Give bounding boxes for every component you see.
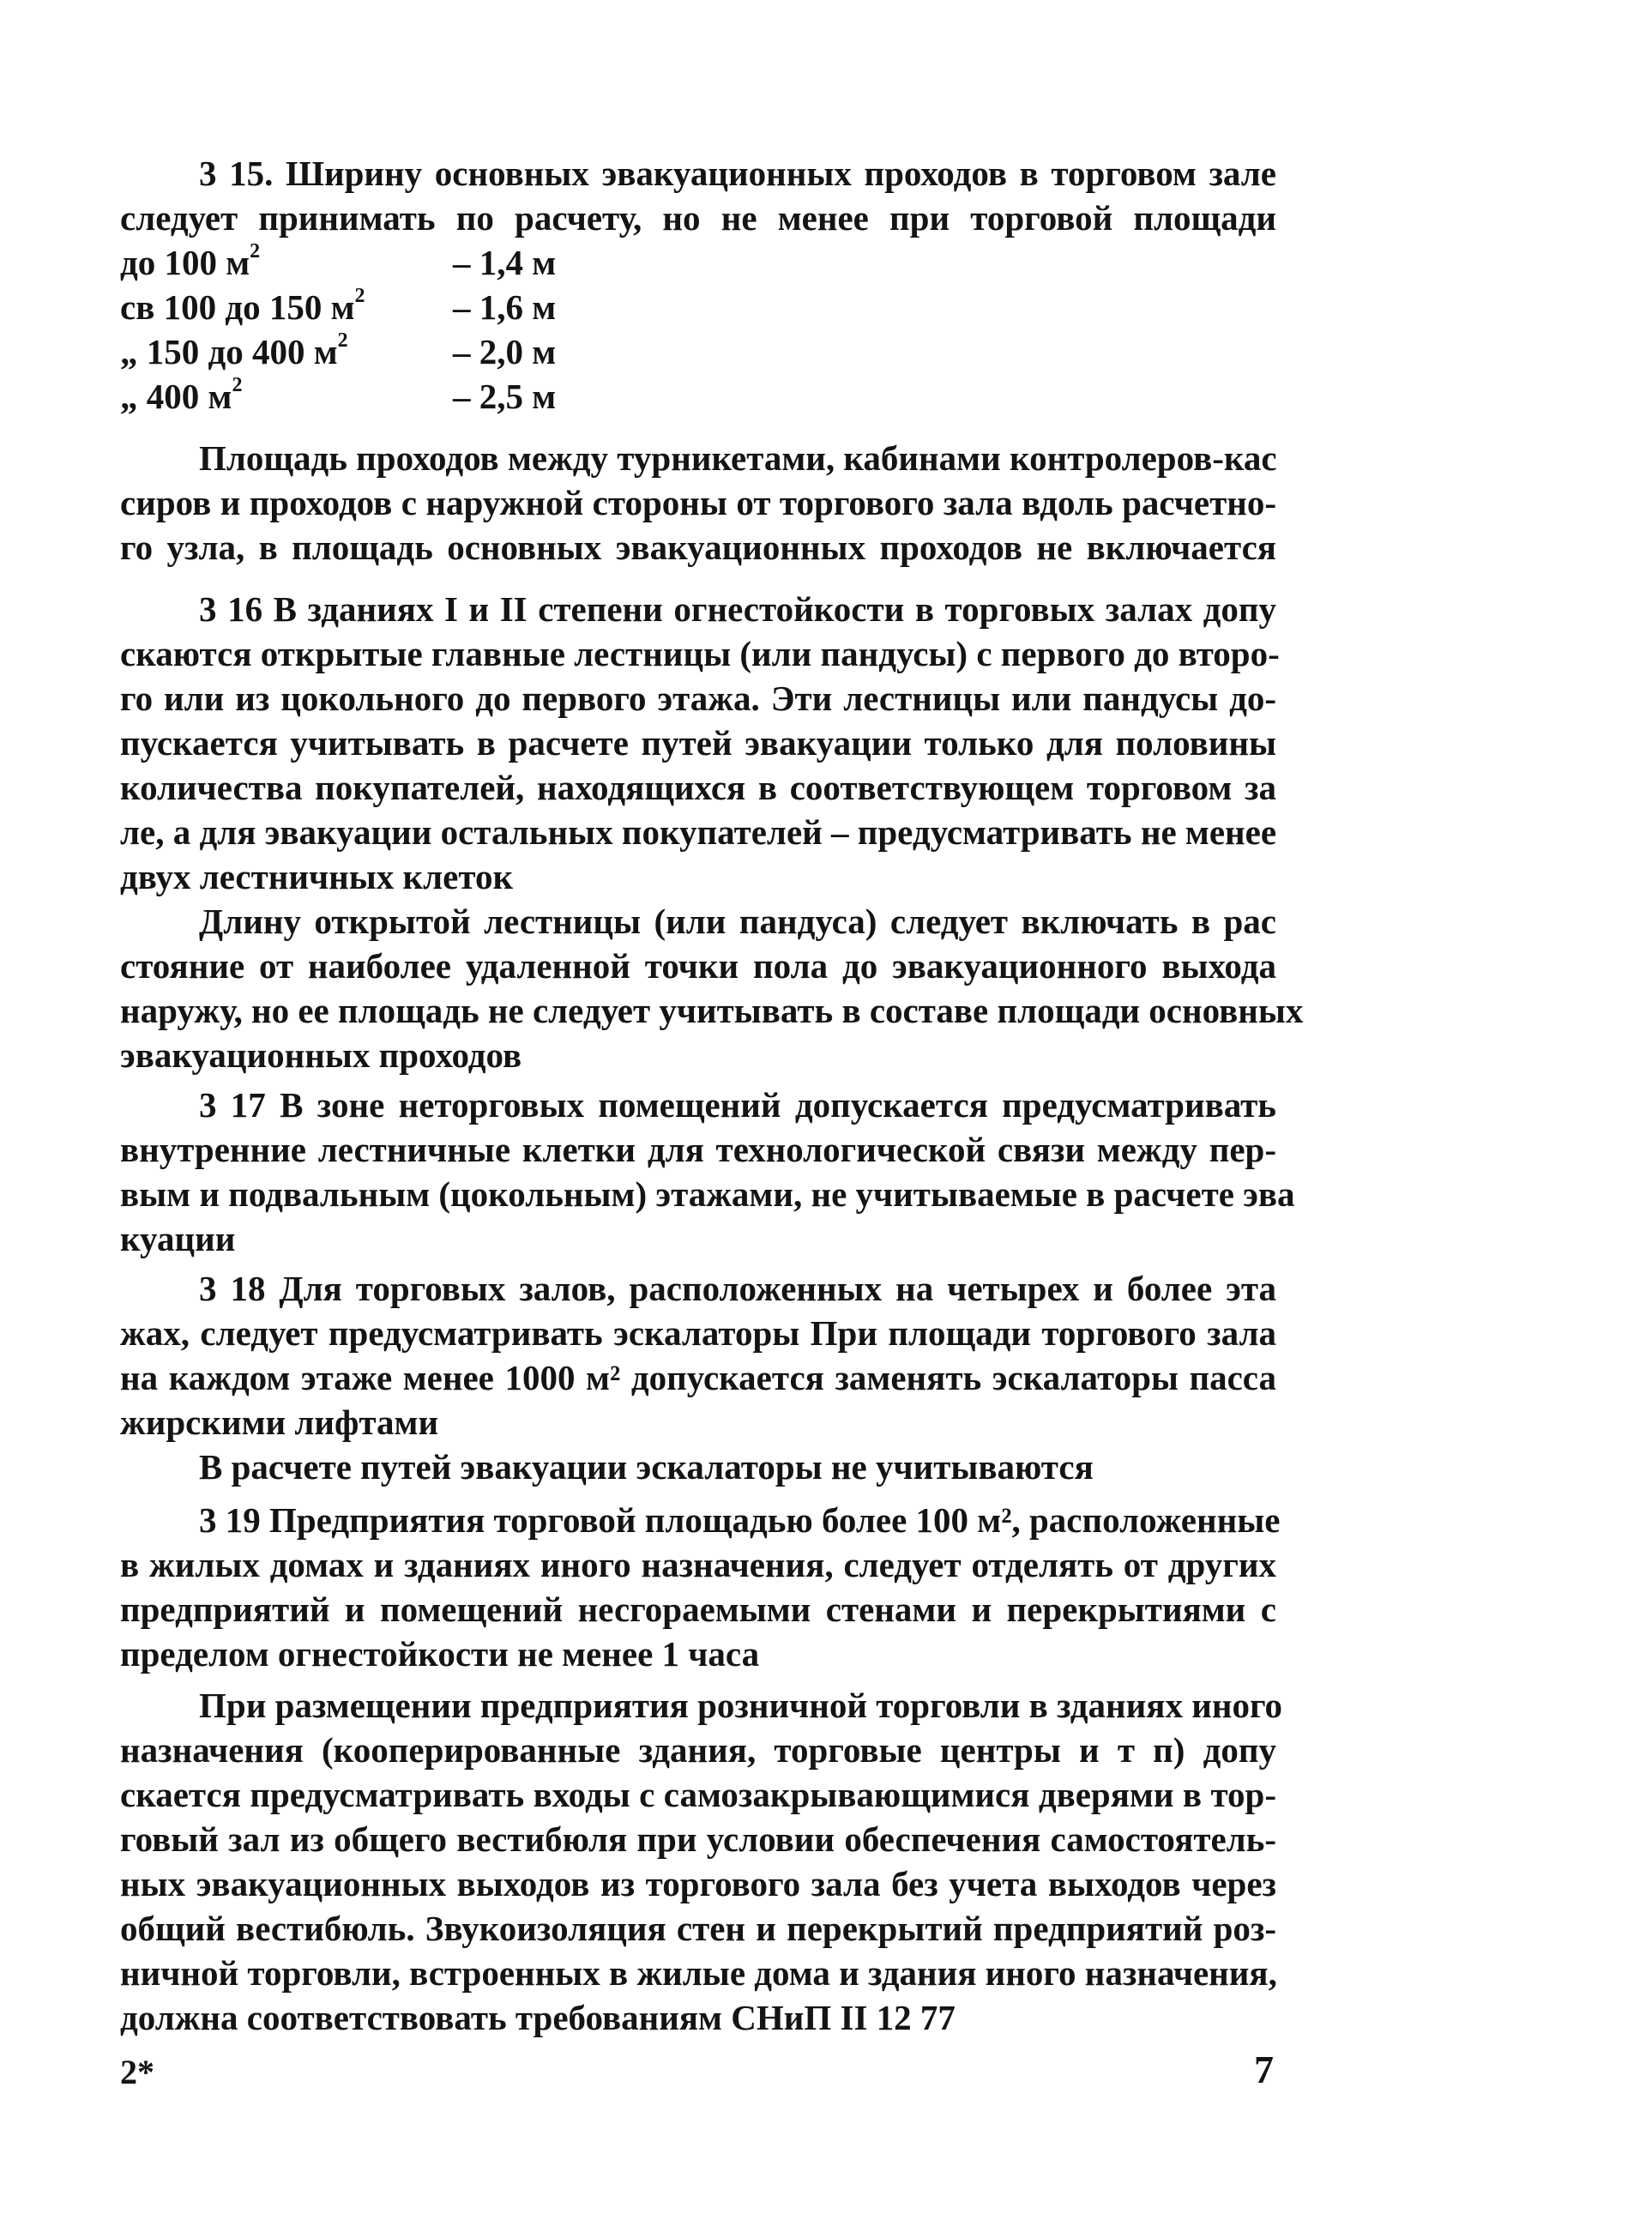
paragraph-3-19-line-2: в жилых домах и зданиях иного назначения, следует отделять от других xyxy=(120,1545,1276,1584)
paragraph-3-19-line-4: пределом огнестойкости не менее 1 часа xyxy=(120,1634,760,1674)
paragraph-passages-line-2: сиров и проходов с наружной стороны от торгового зала вдоль расчетно- xyxy=(120,483,1276,522)
paragraph-retail-line-4: говый зал из общего вестибюля при условии обеспечения самостоятель- xyxy=(120,1819,1276,1859)
paragraph-3-15-line-2: следует принимать по расчету, но не менее при торговой площади xyxy=(120,198,1276,238)
area-range: св 100 до 150 $м^2$ xyxy=(120,285,365,327)
paragraph-3-19-line-1: 3 19 Предприятия торговой площадью более 100 м², расположенные xyxy=(199,1500,1281,1540)
paragraph-retail-line-7: ничной торговли, встроенных в жилые дома и здания иного назначения, xyxy=(120,1953,1277,1993)
paragraph-3-16-line-6: ле, а для эвакуации остальных покупателей – предусматривать не менее xyxy=(120,812,1277,852)
paragraph-3-18-line-4: жирскими лифтами xyxy=(120,1403,439,1442)
paragraph-3-17-line-2: внутренние лестничные клетки для технологической связи между пер- xyxy=(120,1130,1276,1169)
paragraph-3-18-line-1: 3 18 Для торговых залов, расположенных на четырех и более эта xyxy=(199,1269,1276,1308)
paragraph-stair-length-line-1: Длину открытой лестницы (или пандуса) следует включать в рас xyxy=(199,902,1276,941)
paragraph-stair-length-line-4: эвакуационных проходов xyxy=(120,1035,522,1075)
paragraph-retail-line-6: общий вестибюль. Звукоизоляция стен и перекрытий предприятий роз- xyxy=(120,1909,1276,1948)
area-range: „ 400 $м^2$ xyxy=(120,374,243,416)
paragraph-3-16-line-3: го или из цокольного до первого этажа. Эти лестницы или пандусы до- xyxy=(120,679,1276,718)
paragraph-passages-line-3: го узла, в площадь основных эвакуационных проходов не включается xyxy=(120,528,1276,567)
paragraph-3-18-line-2: жах, следует предусматривать эскалаторы При площади торгового зала xyxy=(120,1313,1276,1353)
area-range: „ 150 до 400 $м^2$ xyxy=(120,329,348,371)
paragraph-retail-line-2: назначения (кооперированные здания, торговые центры и т п) допу xyxy=(120,1730,1276,1770)
width-value: – 2,5 м xyxy=(453,377,557,416)
paragraph-escalators-note: В расчете путей эвакуации эскалаторы не учитываются xyxy=(199,1447,1094,1487)
paragraph-3-16-line-1: 3 16 В зданиях I и II степени огнестойкости в торговых залах допу xyxy=(199,589,1276,629)
paragraph-3-17-line-1: 3 17 В зоне неторговых помещений допускается предусматривать xyxy=(199,1085,1276,1125)
width-value: – 1,4 м xyxy=(453,243,557,282)
paragraph-retail-line-1: При размещении предприятия розничной торговли в зданиях иного xyxy=(199,1686,1283,1725)
width-value: – 1,6 м xyxy=(453,287,557,327)
paragraph-3-15-line-1: 3 15. Ширину основных эвакуационных проходов в торговом зале xyxy=(199,154,1276,193)
paragraph-3-19-line-3: предприятий и помещений несгораемыми стенами и перекрытиями с xyxy=(120,1590,1276,1629)
area-range: до 100 $м^2$ xyxy=(120,240,261,282)
paragraph-stair-length-line-3: наружу, но ее площадь не следует учитывать в составе площади основных xyxy=(120,991,1304,1030)
paragraph-stair-length-line-2: стояние от наиболее удаленной точки пола до эвакуационного выхода xyxy=(120,946,1276,986)
paragraph-3-17-line-3: вым и подвальным (цокольным) этажами, не учитываемые в расчете эва xyxy=(120,1174,1295,1214)
paragraph-3-18-line-3: на каждом этаже менее 1000 м² допускается заменять эскалаторы пасса xyxy=(120,1358,1276,1397)
paragraph-3-16-line-5: количества покупателей, находящихся в соответствующем торговом за xyxy=(120,768,1276,807)
paragraph-retail-line-5: ных эвакуационных выходов из торгового зала без учета выходов через xyxy=(120,1864,1276,1903)
page-number: 7 xyxy=(1254,2048,1274,2091)
paragraph-retail-line-3: скается предусматривать входы с самозакрывающимися дверями в тор- xyxy=(120,1775,1276,1814)
paragraph-3-17-line-4: куации xyxy=(120,1219,236,1258)
paragraph-passages-line-1: Площадь проходов между турникетами, кабинами контролеров-кас xyxy=(199,438,1277,478)
paragraph-3-16-line-4: пускается учитывать в расчете путей эвакуации только для половины xyxy=(120,723,1276,763)
signature-mark: 2* xyxy=(120,2053,154,2091)
paragraph-3-16-line-7: двух лестничных клеток xyxy=(120,857,514,896)
width-value: – 2,0 м xyxy=(453,332,557,371)
paragraph-3-16-line-2: скаются открытые главные лестницы (или пандусы) с первого до второ- xyxy=(120,634,1280,673)
paragraph-retail-line-8: должна соответствовать требованиям СНиП II 12 77 xyxy=(120,1998,956,2037)
